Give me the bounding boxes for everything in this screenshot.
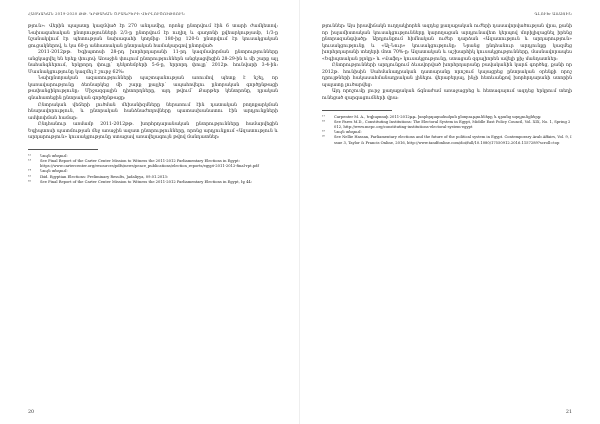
footnote-number: ¹⁴	[28, 169, 31, 174]
footnote-text: Ibid. Egyptian Elections: Preliminary Results, Jadaliyya, 09.01.2013։	[40, 174, 169, 179]
footnote-number: ¹⁸	[322, 119, 325, 124]
footnote	[322, 120, 572, 130]
left-footnotes	[28, 154, 278, 185]
footnote-link[interactable]: See Nellie Hassan, Parliamentary elections and the future of the political system in Egypt. Contemporary Arab Affairs, Vol. 9, Issue 3, Taylor & Francis Online, 2016, http://www.tandfonline.com/doi/full/10.1080/17550912.2016.1157289?scroll=top	[334, 135, 572, 145]
left-running-header: ՀԱՅԿԱԿԱՆ 2019-2020 ԹԹ. ԿՐԹԱԿԱՆ ԾՐԱԳՐԵՐԻ ՎԵՐԼՈՒԾՈՒԹՅՈՒՆ	[28, 11, 185, 16]
footnote-number: ²⁰	[322, 135, 325, 140]
footnote-number: ¹⁶	[28, 179, 31, 184]
footnote-number: ¹⁹	[322, 130, 325, 135]
footnote-number: ¹³	[28, 159, 31, 164]
paragraph: Ընդհանուր առմամբ 2011-2012թթ. խորհրդարանական ընտրությունները համարվեցին Եգիպտոսի պատմության մեջ առաջին ազատ ընտրությունները, որոնց արդյունքում «Ազատություն և արդարություն» կուսակցությունը ստացավ առավելագույն թվով մանդատներ։	[28, 122, 278, 141]
right-running-header: ԳԼՈՒԽ ԱՌԱՋԻՆ	[534, 11, 572, 16]
footnote-separator	[28, 149, 98, 150]
footnote-number: ¹²	[28, 153, 31, 158]
paragraph: 2011-2012թթ. Եգիպտոսի 28-րդ խորհրդարանի 11-րդ կազմավորման ընտրությունները անցկացվել են երեք փուլով։ Առաջին փուլում ընտրություններն անցկացվեցին 28-29-ին և մի շարք այլ նահանգներում, երկրորդ փուլը՝ դեկտեմբերի 5-6-ը, երրորդ փուլը՝ 2012թ. հունվարի 3-4-ին։ Մասնակցությունը կազմել է շուրջ 62%։	[28, 50, 278, 75]
paragraph: Ընտրական վեճերի լուծման մեխանիզմները ներառում էին դատական բողոքարկման հնարավորություն, և ընտրական հանձնաժողովները պատասխանատու էին արդյունքների ամփոփման համար։	[28, 102, 278, 121]
footnote-text: See Final Report of the Carter Center Mission to Witness the 2011-2012 Parliamentary Elections in Egypt, էջ 44։	[40, 179, 253, 184]
left-page-number: 20	[28, 410, 35, 415]
footnote	[322, 135, 572, 145]
footnote-link[interactable]: See Fares M.D., Constituting Institutions: The Electoral System in Egypt, Middle East Policy Council, Vol. XIX, No. 1, Spring 2012, http://www.mepc.org/constituting-institutions-electoral-system-egypt	[334, 119, 571, 129]
paragraph: Այդ որոշումը լուրջ քաղաքական ճգնաժամ առաջացրեց և հետագայում ազդեց երկրում տեղի ունեցած զարգացումների վրա։	[322, 89, 572, 102]
left-body-text	[28, 24, 278, 142]
paragraph: թյուններ։ Այս իրավիճակն ուղղակիորեն ազդեց քաղաքական ուժերի դասավորվածության վրա, քանի որ իսլամիստական կուսակցությունները կարողացան արդյունավետ կերպով մոբիլիզացնել իրենց ընտրազանգվածը։ Արդյունքում հիմնական ուժեր դարձան «Ազատություն և արդարություն» կուսակցությունը և «Ալ-Նուր» կուսակցությունը։ Նրանց ընդհանուր արդյունքը կազմեց խորհրդարանի տեղերի մոտ 70%-ը։ Ազատական և աշխարհիկ կուսակցությունները, մասնավորապես «Եգիպտական բլոկը» և «Վաֆդ» կուսակցությունը, ստացան զգալիորեն ավելի քիչ մանդատներ։	[322, 24, 572, 62]
footnote-separator	[322, 110, 392, 111]
footnote-number: ¹⁷	[322, 114, 325, 119]
footnote-text: Նույն տեղում։	[40, 153, 68, 158]
footnote-number: ¹⁵	[28, 174, 31, 179]
footnote-text: Նույն տեղում։	[40, 169, 68, 174]
right-page-number: 21	[565, 410, 572, 415]
paragraph: Ընտրությունների արդյունքում ձևավորված խորհրդարանը բավականին կարճ գործեց, քանի որ 2012թ. հունիսին Սահմանադրական դատարանը որոշում կայացրեց ընտրական օրենքի որոշ դրույթների հակասահմանադրական լինելու վերաբերյալ, ինչի հետևանքով խորհրդարանի ստորին պալատը լուծարվեց։	[322, 63, 572, 88]
right-page	[300, 0, 600, 424]
footnote-link[interactable]: https://www.cartercenter.org/resources/pdfs/news/peace_publications/election_reports/egypt-2011-2012-final-rpt.pdf	[40, 164, 259, 169]
footnote-text: Նույն տեղում։	[334, 130, 362, 135]
footnote-text: Carpenter M. A., Եգիպտոսի 2011-2012թթ. խորհրդարանական ընտրությունները և դրանց արդյունքները։	[334, 114, 542, 119]
right-footnotes	[322, 115, 572, 146]
paragraph: Նախընտրական ազատությունների պաշտպանության առումով պետք է նշել, որ կառավարությունը ձեռնարկեց մի շարք քայլեր՝ ապահովելու ընտրական գործընթացի թափանցիկությունը։ Միջազգային դիտորդները, այդ թվում՝ Քարթեր կենտրոնը, դրական գնահատեցին ընտրական գործընթացը։	[28, 76, 278, 102]
footnote-text: See Final Report of the Carter Center Mission to Witness the 2011-2012 Parliamentary Elections in Egypt։	[40, 159, 240, 164]
footnote	[28, 180, 278, 185]
right-body-text	[322, 24, 572, 103]
paragraph: թյուն»: Վերին պալատը կազմված էր 270 անդամից, որոնց ընտրվում էին 6 տարի ժամկետով: Նախագահական ընտրությունների 2/3-ը ընտրվում էր ուղիղ և գաղտնի քվեարկությամբ, 1/3-ը նշանակվում էր պետության նախագահի կողմից: 180-ից 120-ն ընտրվում էր կուսակցական ցուցակներով, և կա 60-ը անհատական ընտրական համակարգով ընտրված։	[28, 24, 278, 49]
